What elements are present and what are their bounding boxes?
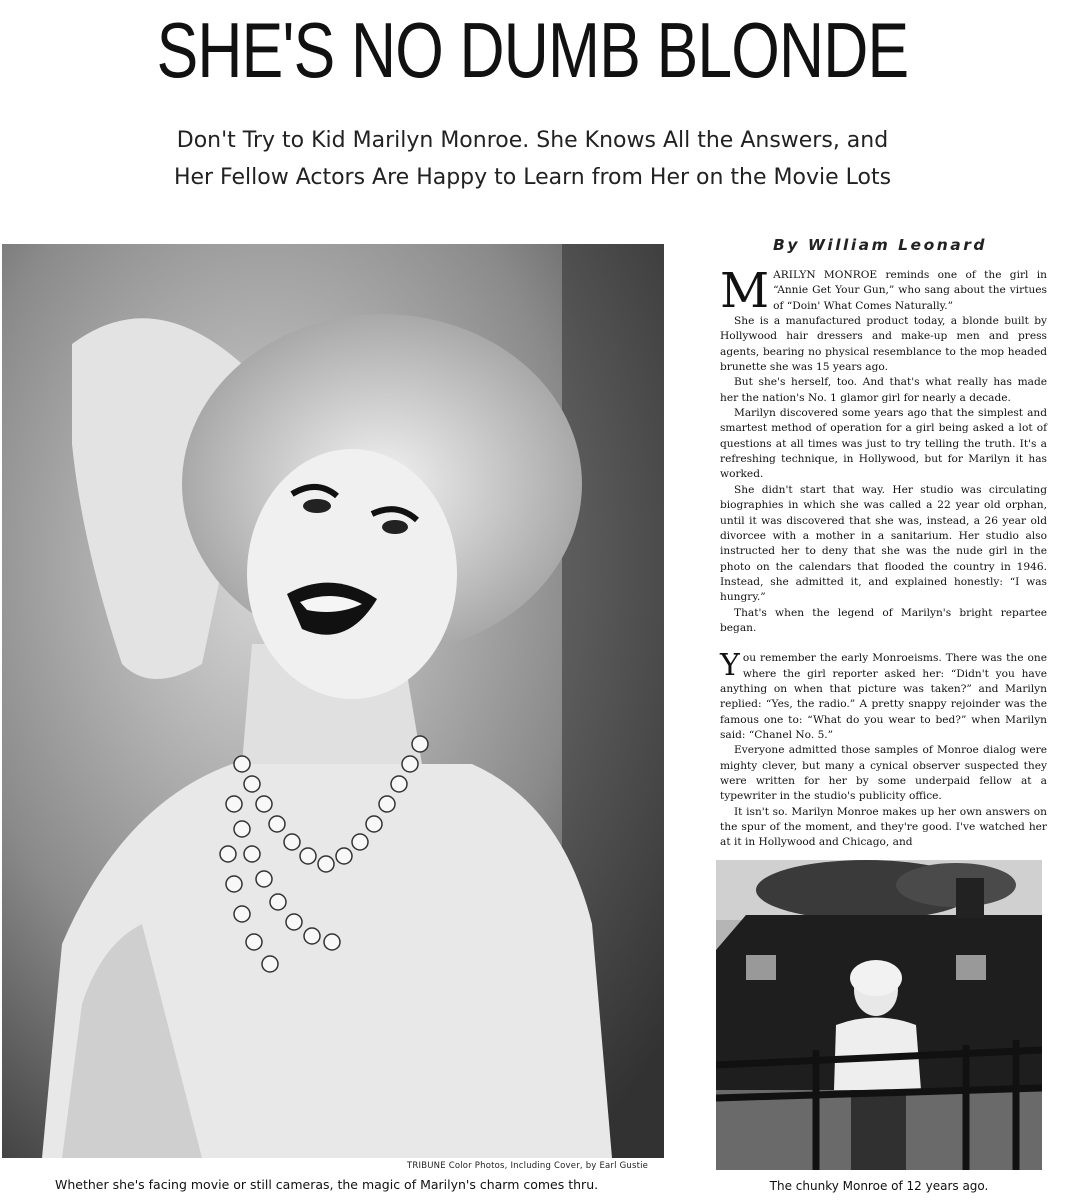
article-paragraph: You remember the early Monroeisms. There was the one where the girl reporter asked her: “Didn't you have anything on when that picture was taken?” and Marilyn replied: “Yes, the radio.” A pretty snappy rejoinder was the famous one to: “What do you wear to bed?” when Marilyn said: “Chanel No. 5.” bbox=[720, 648, 1047, 741]
small-photo-caption: The chunky Monroe of 12 years ago. bbox=[769, 1179, 989, 1193]
young-monroe-photo bbox=[716, 860, 1042, 1170]
article-paragraph: It isn't so. Marilyn Monroe makes up her own answers on the spur of the moment, and they're good. I've watched her at it in Hollywood and Chicago, and bbox=[720, 805, 1047, 849]
article-paragraph: She is a manufactured product today, a blonde built by Hollywood hair dressers and make-up men and press agents, bearing no physical resemblance to the mop headed brunette she was 15 years ago. bbox=[720, 315, 1047, 374]
article-paragraph: She didn't start that way. Her studio was circulating biographies in which she was called a 22 year old orphan, until it was discovered that she was, instead, a 26 year old divorcee with a mother in a sanitarium. Her studio also instructed her to deny that she was the nude girl in the photo on the calendars that flooded the country in 1946. Instead, she admitted it, and explained honestly: “I was hungry.” bbox=[720, 483, 1047, 604]
headline: SHE'S NO DUMB BLONDE bbox=[156, 6, 909, 94]
article-paragraph: Marilyn discovered some years ago that the simplest and smartest method of operation for a girl being asked a lot of questions at all times was just to try telling the truth. It's a refreshing technique, in Hollywood, but for Marilyn it has worked. bbox=[720, 407, 1047, 481]
article-paragraph: That's when the legend of Marilyn's bright repartee began. bbox=[720, 606, 1047, 634]
marilyn-portrait-photo bbox=[2, 244, 664, 1158]
subheadline-line-2: Her Fellow Actors Are Happy to Learn from Her on the Movie Lots bbox=[173, 165, 892, 190]
byline: By William Leonard bbox=[773, 236, 987, 254]
main-photo-caption: Whether she's facing movie or still cameras, the magic of Marilyn's charm comes thru. bbox=[55, 1177, 599, 1192]
article-paragraph: MARILYN MONROE reminds one of the girl in “Annie Get Your Gun,” who sang about the virtues of “Doin' What Comes Naturally.” bbox=[720, 263, 1047, 319]
subheadline-line-1: Don't Try to Kid Marilyn Monroe. She Knows All the Answers, and bbox=[176, 128, 889, 153]
subheadline bbox=[0, 122, 1065, 196]
drop-cap: M bbox=[720, 263, 770, 319]
article-paragraph: Everyone admitted those samples of Monroe dialog were mighty clever, but many a cynical observer suspected they were written for her by some underpaid fellow at a typewriter in the studio's publicity office. bbox=[720, 744, 1047, 803]
drop-cap: Y bbox=[720, 648, 740, 684]
article-paragraph: But she's herself, too. And that's what really has made her the nation's No. 1 glamor girl for nearly a decade. bbox=[720, 376, 1047, 404]
article-body bbox=[720, 263, 1047, 851]
photo-credit: TRIBUNE Color Photos, Including Cover, by Earl Gustie bbox=[407, 1161, 649, 1171]
